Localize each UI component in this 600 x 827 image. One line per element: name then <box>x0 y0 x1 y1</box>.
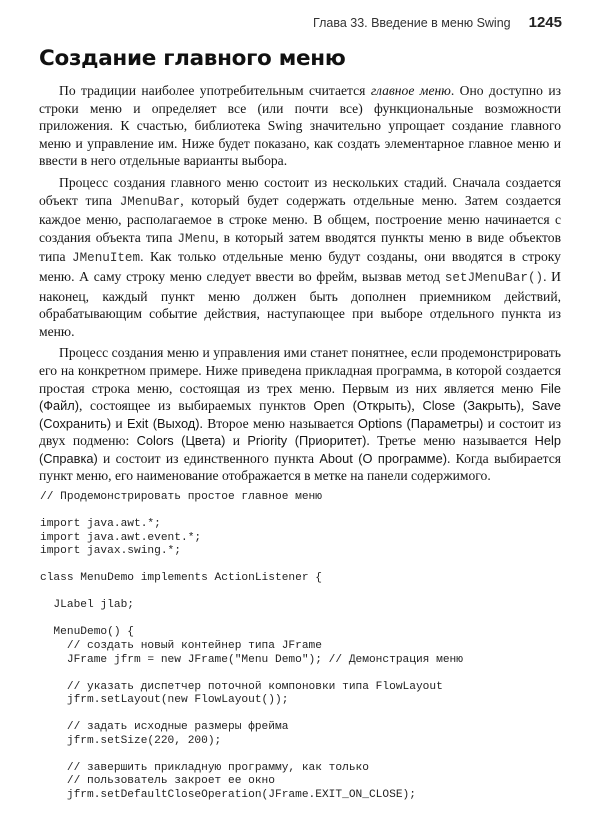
code-listing <box>40 491 570 803</box>
ui-term: Open (Открыть) <box>313 398 412 414</box>
code-line: jfrm.setSize(220, 200); <box>40 734 222 747</box>
code-term: JMenuItem <box>72 251 141 266</box>
ui-term: Save (Сохранить) <box>39 398 562 431</box>
emphasis-term: главное меню <box>370 83 451 98</box>
code-line: import javax.swing.*; <box>40 545 181 558</box>
ui-term: File (Файл) <box>39 380 561 414</box>
paragraph-2 <box>39 174 561 340</box>
chapter-title: Глава 33. Введение в меню Swing <box>313 16 511 30</box>
ui-term: Close (Закрыть) <box>422 398 521 414</box>
code-term: JMenu <box>177 231 216 246</box>
section-title: Создание главного меню <box>39 46 346 71</box>
text-run: и <box>111 415 127 431</box>
text-run: , который будет содержать отдельные меню. Затем создается каждое меню, располагаемое в строке меню. В общем, построение меню начинается с создания объекта типа <box>39 192 561 245</box>
code-line <box>40 505 570 519</box>
text-run: и состоит из единственного пункта <box>97 450 320 466</box>
text-run: , <box>411 398 423 414</box>
code-line <box>40 613 570 627</box>
text-run: и состоит из двух подменю: <box>39 415 562 449</box>
code-term: setJMenuBar() <box>444 270 544 285</box>
code-line: JFrame jfrm = new JFrame("Menu Demo"); // Демонстрация меню <box>40 653 463 666</box>
text-run: По традиции наиболее употребительным считается <box>59 83 371 98</box>
text-run: , в который затем вводятся пункты меню в виде объектов типа <box>39 229 561 265</box>
text-run: , <box>520 398 532 414</box>
paragraph-1 <box>39 82 561 170</box>
code-line: // создать новый контейнер типа JFrame <box>40 640 322 653</box>
text-run: . Третье меню называется <box>366 433 535 449</box>
paragraph-3 <box>39 344 561 485</box>
text-run: и <box>225 433 248 449</box>
text-run: Процесс создания меню и управления ими станет понятнее, если продемонстрировать его на конкретном примере. Ниже приведена прикладная программа, в которой создается простая строка меню, состоящая из трех меню. Первым из них является меню <box>39 345 561 396</box>
ui-term: Options (Параметры) <box>358 415 484 431</box>
code-line: MenuDemo() { <box>40 626 134 639</box>
code-line: // Продемонстрировать простое главное меню <box>40 491 322 503</box>
code-term: JMenuBar <box>119 194 181 209</box>
ui-term: About (О программе) <box>319 450 447 466</box>
ui-term: Colors (Цвета) <box>136 433 226 449</box>
text-run: . И наконец, каждый пункт меню должен быть дополнен приемником действий, обрабатывающим событие действия, наступающее при выборе отдельного пункта из меню. <box>39 268 562 339</box>
code-line: import java.awt.event.*; <box>40 531 202 544</box>
code-line: jfrm.setDefaultCloseOperation(JFrame.EXIT_ON_CLOSE); <box>40 789 416 802</box>
code-line <box>40 748 570 762</box>
code-line: class MenuDemo implements ActionListener { <box>40 572 322 585</box>
code-line <box>40 708 570 722</box>
text-run: . Как только отдельные меню будут созданы, они вводятся в строку меню. А саму строку меню следует ввести во фрейм, вызвав метод <box>39 249 561 284</box>
code-line <box>40 667 570 681</box>
ui-term: Exit (Выход) <box>126 415 200 431</box>
running-header <box>313 14 562 31</box>
code-line: jfrm.setLayout(new FlowLayout()); <box>40 694 289 707</box>
code-line <box>40 559 570 573</box>
body-text <box>39 82 561 489</box>
ui-term: Help (Справка) <box>39 433 561 466</box>
code-line: // пользователь закроет ее окно <box>40 775 275 788</box>
code-line <box>40 586 570 600</box>
code-line: // завершить прикладную программу, как только <box>40 761 369 774</box>
code-line: // указать диспетчер поточной компоновки типа FlowLayout <box>40 680 443 693</box>
page-number: 1245 <box>528 14 562 31</box>
ui-term: Priority (Приоритет) <box>247 433 367 449</box>
text-run: . Оно доступно из строки меню и определяет все (или почти все) функциональные возможности приложения. К счастью, библиотека Swing значительно упрощает создание главного меню и управление им. Ниже будет показано, как создать элементарное главное меню и ввести в него отдельные варианты выбора. <box>39 83 561 169</box>
text-run: , состоящее из выбираемых пунктов <box>78 398 314 414</box>
code-line: JLabel jlab; <box>40 599 134 612</box>
text-run: Процесс создания главного меню состоит из нескольких стадий. Сначала создается объект типа <box>39 174 561 208</box>
text-run: . Когда выбирается пункт меню, его наименование отображается в метке на панели содержимого. <box>39 450 562 484</box>
text-run: . Второе меню называется <box>199 415 359 431</box>
code-line: import java.awt.*; <box>40 518 161 531</box>
code-line: // задать исходные размеры фрейма <box>40 721 289 734</box>
